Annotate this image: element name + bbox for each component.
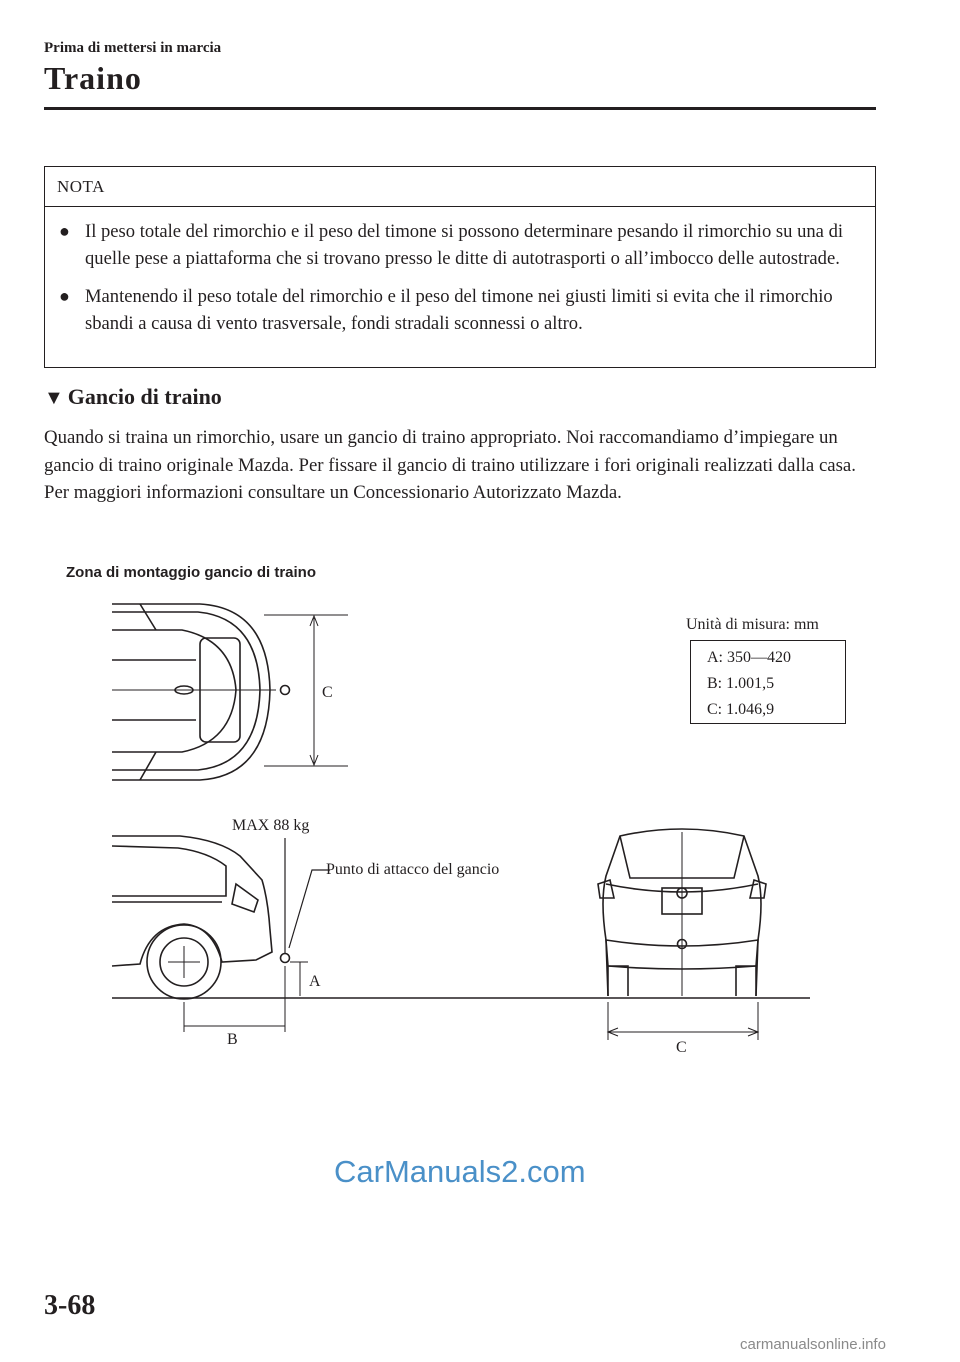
figure-caption: Zona di montaggio gancio di traino (66, 564, 316, 581)
section-heading-text: Gancio di traino (67, 384, 222, 409)
car-rear-view (598, 829, 766, 1040)
label-b: B (227, 1031, 238, 1048)
section-label: Prima di mettersi in marcia (44, 40, 222, 56)
label-max: MAX 88 kg (232, 817, 310, 834)
footer-watermark: carmanualsonline.info (740, 1336, 886, 1353)
note-item-text: Mantenendo il peso totale del rimorchio e il peso del timone nei giusti limiti si evita che il rimorchio sbandi a causa di vento trasversale, fondi stradali sconnessi o altro. (85, 286, 833, 334)
triangle-down-icon: ▼ (44, 387, 64, 409)
label-c-rear: C (676, 1039, 687, 1056)
dimension-c: C: 1.046,9 (707, 701, 775, 718)
bullet-icon: ● (59, 286, 70, 306)
page-number: 3-68 (44, 1290, 96, 1321)
note-item-text: Il peso totale del rimorchio e il peso del timone si possono determinare pesando il rimorchio su una di quelle pese a piattaforma che si trovano presso le ditte di autotrasporti o all’imbocco delle autostrade. (85, 221, 844, 269)
dimension-b: B: 1.001,5 (707, 675, 775, 692)
page-title: Traino (44, 60, 142, 96)
watermark-link[interactable]: CarManuals2.com (334, 1154, 586, 1189)
dimension-a: A: 350—420 (707, 649, 791, 666)
units-label: Unità di misura: mm (686, 616, 819, 633)
dimensions-box (690, 640, 846, 724)
bullet-icon: ● (59, 221, 70, 241)
label-c-top: C (322, 684, 333, 701)
label-hitch-point: Punto di attacco del gancio (326, 861, 500, 878)
section-body: Quando si traina un rimorchio, usare un gancio di traino appropriato. Noi raccomandiamo d’impiegare un gancio di traino originale Mazda. Per fissare il gancio di traino utilizzare i fori originali realizzati dalla casa. Per maggiori informazioni consultare un Concessionario Autorizzato Mazda. (44, 427, 856, 503)
car-top-view (112, 604, 348, 780)
label-a: A (309, 973, 321, 990)
note-heading: NOTA (45, 167, 875, 207)
